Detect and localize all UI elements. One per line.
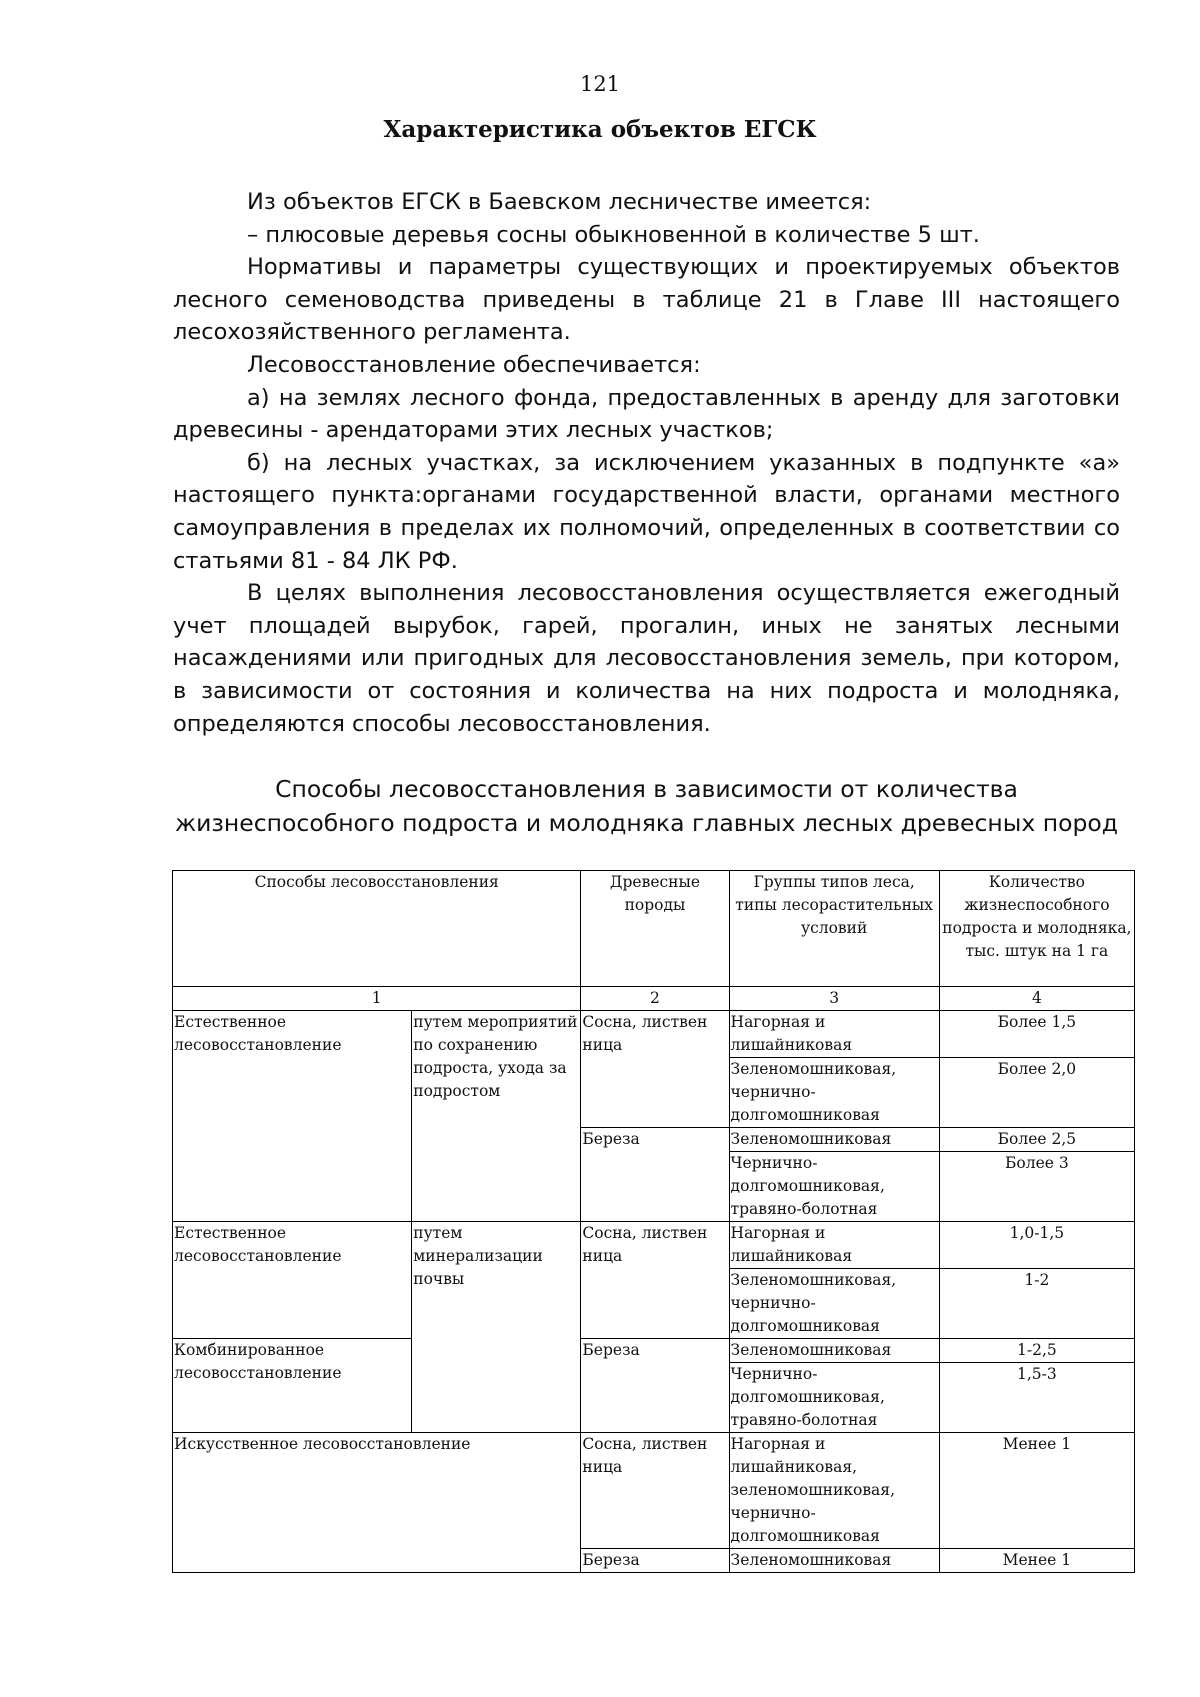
column-number: 3 [729,987,939,1011]
forest-type-cell: Чернично-долгомошниковая, травяно-болотная [729,1363,939,1433]
column-number-row [173,987,1135,1011]
table-row [173,1011,1135,1058]
page-number: 121 [579,72,621,96]
forest-type-cell: Зеленомошниковая [729,1128,939,1152]
table-row [173,1339,1135,1363]
column-number: 2 [581,987,729,1011]
forest-type-cell: Зеленомошниковая, чернично-долгомошниковая [729,1269,939,1339]
forest-type-cell: Чернично-долгомошниковая, травяно-болотная [729,1152,939,1222]
method-cell: Комбинированное лесовосстановление [173,1339,412,1433]
header-cell: Способы лесовосстановления [173,871,581,987]
header-cell: Группы типов леса, типы лесорастительных условий [729,871,939,987]
quantity-cell: Более 3 [939,1152,1134,1222]
quantity-cell: Менее 1 [939,1433,1134,1549]
table-row [173,1222,1135,1269]
paragraph: В целях выполнения лесовосстановления осуществляется ежегодный учет площадей вырубок, гарей, прогалин, иных не занятых лесными насаждениями или пригодных для лесовосстановления земель, при котором, в зависимости от состояния и количества на них подроста и молодняка, определяются способы лесовосстановления. [173,580,1120,737]
species-cell: Сосна, листвен ница [581,1433,729,1549]
quantity-cell: 1,0-1,5 [939,1222,1134,1269]
quantity-cell: Более 1,5 [939,1011,1134,1058]
paragraph: а) на землях лесного фонда, предоставленных в аренду для заготовки древесины - арендаторами этих лесных участков; [173,384,1120,444]
paragraph: Лесовосстановление обеспечивается: [247,351,701,378]
table-header-row [173,871,1135,987]
quantity-cell: 1-2,5 [939,1339,1134,1363]
method-cell: Естественное лесовосстановление [173,1011,412,1222]
forest-type-cell: Зеленомошниковая, чернично-долгомошниковая [729,1058,939,1128]
table-row [173,1433,1135,1549]
quantity-cell: Более 2,5 [939,1128,1134,1152]
table-caption: Способы лесовосстановления в зависимости от количества жизнеспособного подроста и молодняка главных лесных древесных пород [174,775,1119,837]
forest-type-cell: Зеленомошниковая [729,1549,939,1573]
column-number: 1 [173,987,581,1011]
forest-type-cell: Нагорная и лишайниковая [729,1222,939,1269]
section-heading: Характеристика объектов ЕГСК [383,116,817,143]
header-cell: Древесные породы [581,871,729,987]
header-cell: Количество жизнеспособного подроста и молодняка, тыс. штук на 1 га [939,871,1134,987]
forest-type-cell: Нагорная и лишайниковая [729,1011,939,1058]
paragraph: Из объектов ЕГСК в Баевском лесничестве имеется: [247,189,872,215]
reforestation-table [172,870,1135,1573]
quantity-cell: Более 2,0 [939,1058,1134,1128]
submethod-cell: путем минерализации почвы [412,1222,581,1433]
species-cell: Береза [581,1549,729,1573]
method-cell: Естественное лесовосстановление [173,1222,412,1339]
forest-type-cell: Нагорная и лишайниковая, зеленомошниковая, чернично-долгомошниковая [729,1433,939,1549]
quantity-cell: Менее 1 [939,1549,1134,1573]
quantity-cell: 1,5-3 [939,1363,1134,1433]
species-cell: Сосна, листвен ница [581,1011,729,1128]
species-cell: Сосна, листвен ница [581,1222,729,1339]
forest-type-cell: Зеленомошниковая [729,1339,939,1363]
submethod-cell: путем мероприятий по сохранению подроста, ухода за подростом [412,1011,581,1222]
species-cell: Береза [581,1339,729,1433]
body-text [173,186,1120,740]
column-number: 4 [939,987,1134,1011]
reforestation-table-wrapper [172,870,1135,1573]
paragraph: Нормативы и параметры существующих и проектируемых объектов лесного семеноводства приведены в таблице 21 в Главе III настоящего лесохозяйственного регламента. [173,254,1120,346]
quantity-cell: 1-2 [939,1269,1134,1339]
paragraph: б) на лесных участках, за исключением указанных в подпункте «а» настоящего пункта:органами государственной власти, органами местного самоуправления в пределах их полномочий, определенных в соответствии со статьями 81 - 84 ЛК РФ. [173,449,1120,574]
method-cell: Искусственное лесовосстановление [173,1433,581,1573]
paragraph: – плюсовые деревья сосны обыкновенной в количестве 5 шт. [247,221,980,248]
species-cell: Береза [581,1128,729,1222]
